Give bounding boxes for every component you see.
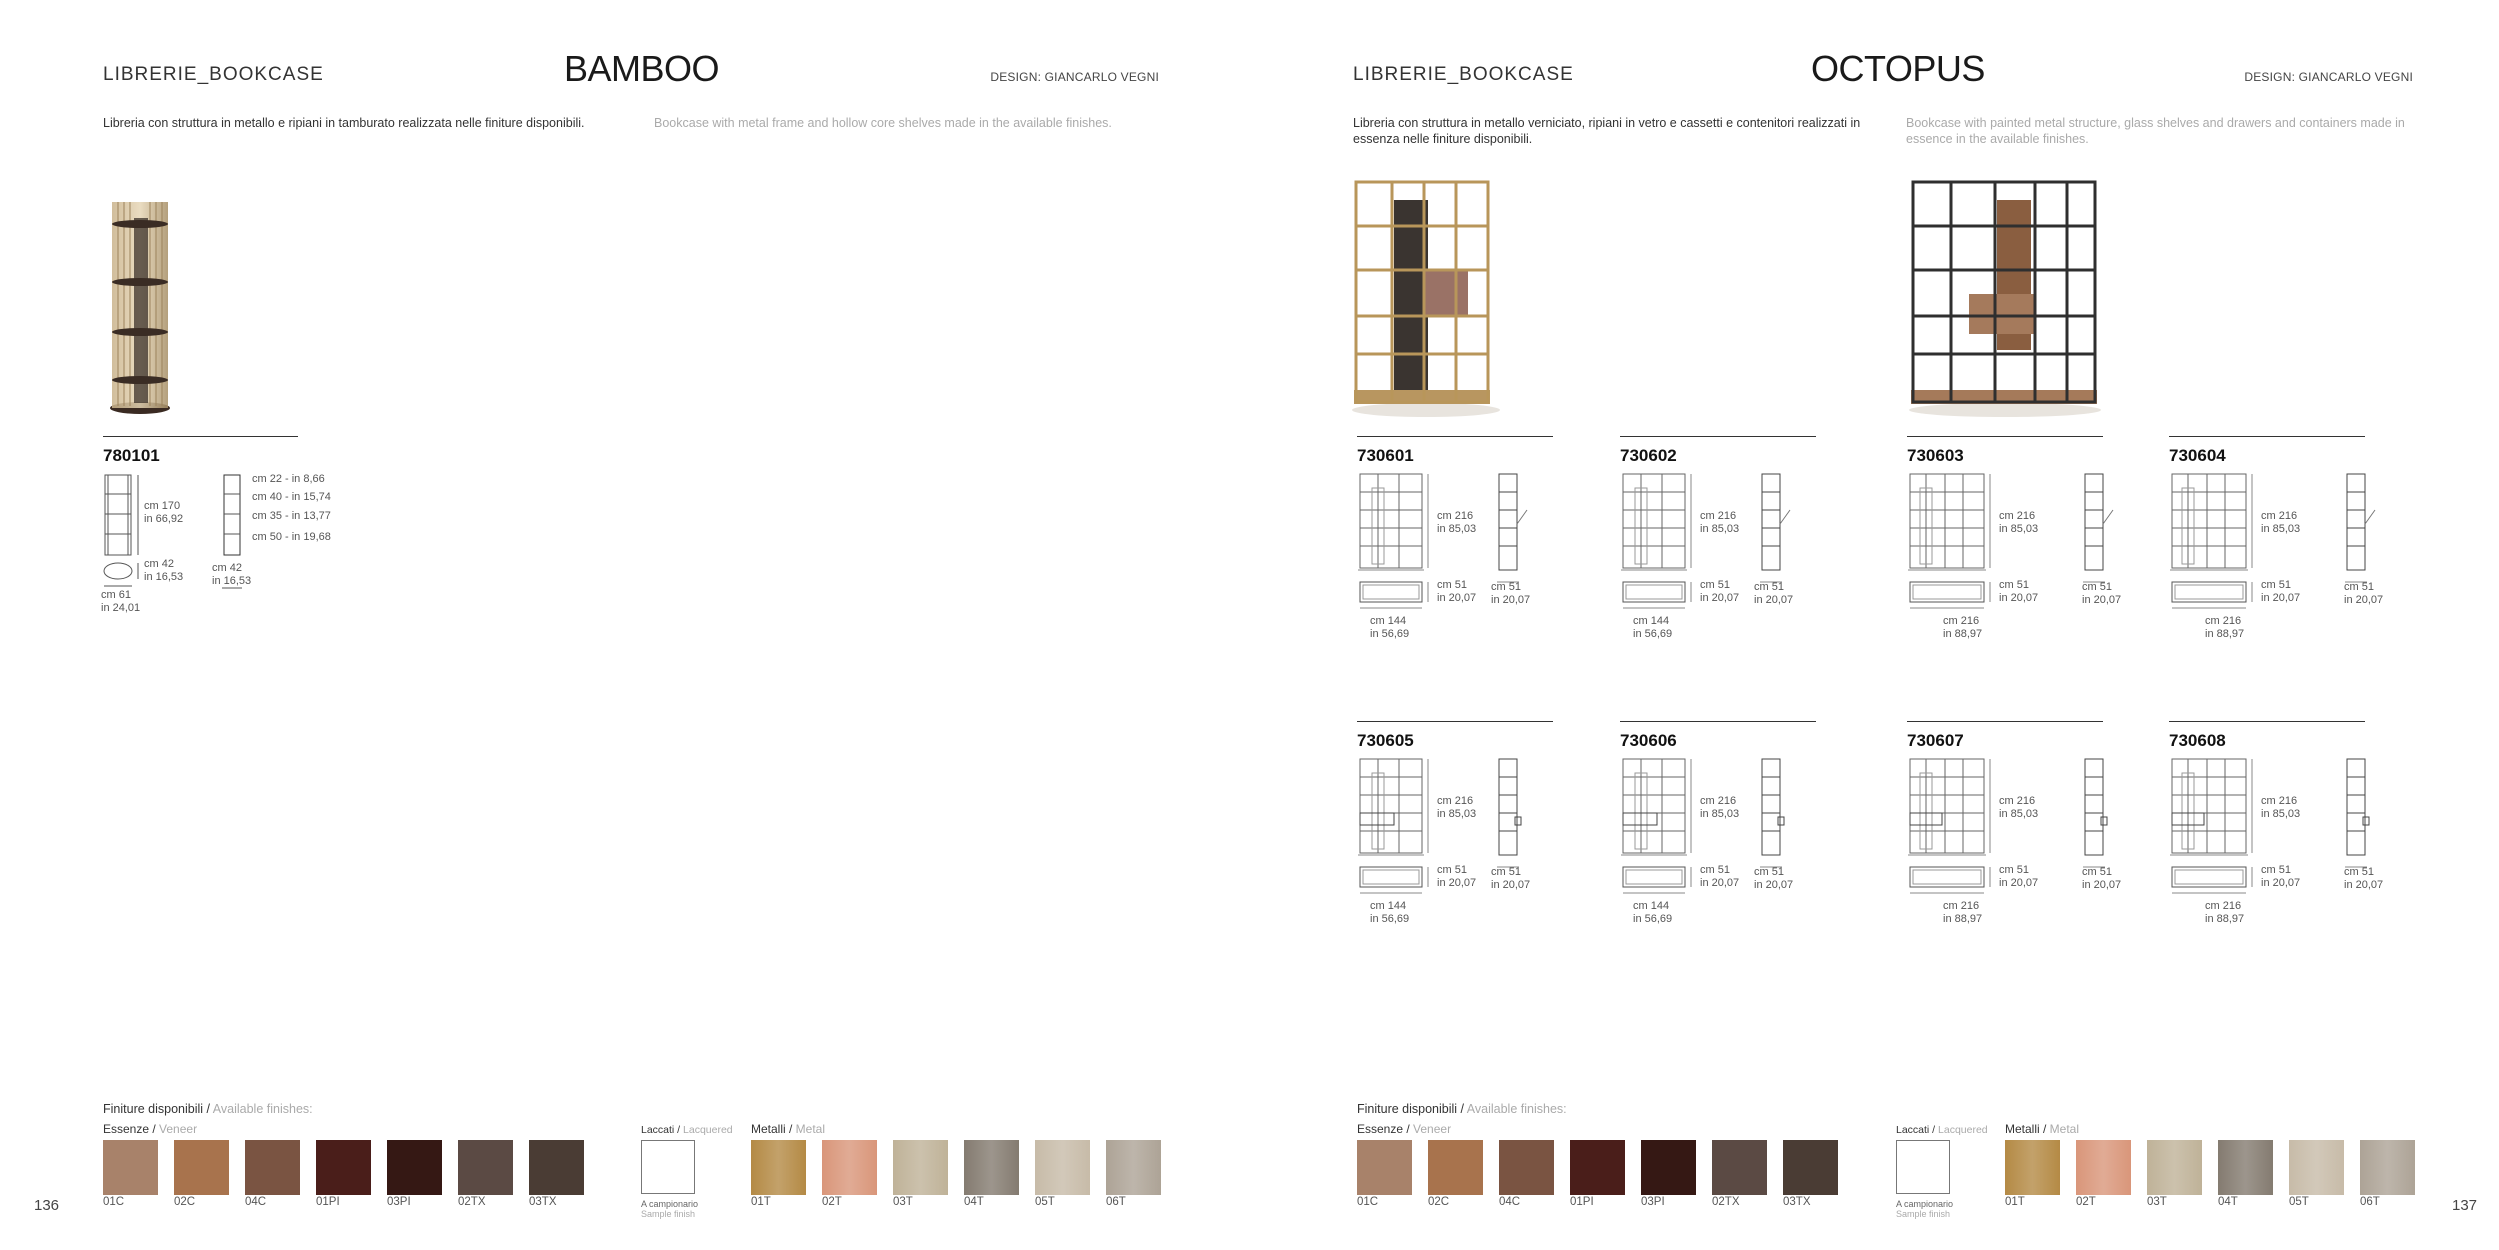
- veneer-swatch: [1712, 1140, 1767, 1195]
- metal-swatch-label: 04T: [2218, 1196, 2238, 1208]
- metal-swatch: [2005, 1140, 2060, 1195]
- dimension-width: cm 144 in 56,69: [1370, 615, 1410, 640]
- dimension-width: cm 216 in 88,97: [1943, 900, 1983, 925]
- product-code: 730603: [1907, 446, 1964, 465]
- dimension-side-depth: cm 51 in 20,07: [2082, 581, 2122, 606]
- metal-swatch-label: 03T: [893, 1196, 913, 1208]
- veneer-swatch-label: 03TX: [529, 1196, 557, 1208]
- metal-swatch: [893, 1140, 948, 1195]
- metal-swatch: [1106, 1140, 1161, 1195]
- veneer-swatch: [1570, 1140, 1625, 1195]
- dimension-height: cm 216 in 85,03: [1437, 795, 1477, 820]
- veneer-swatch: [245, 1140, 300, 1195]
- designer-credit: DESIGN: GIANCARLO VEGNI: [990, 70, 1159, 84]
- veneer-label: Essenze / Veneer: [103, 1122, 198, 1136]
- veneer-swatch: [1357, 1140, 1412, 1195]
- product-rule: [2169, 721, 2365, 722]
- veneer-swatch: [174, 1140, 229, 1195]
- dimension-height: cm 216 in 85,03: [2261, 510, 2301, 535]
- dimension-side-depth: cm 51 in 20,07: [1491, 581, 1531, 606]
- side-elevation-drawing: [2083, 757, 2117, 877]
- product-rule: [1620, 436, 1816, 437]
- dimension-depth: cm 51 in 20,07: [1999, 864, 2039, 889]
- veneer-swatch: [1641, 1140, 1696, 1195]
- metal-swatch-label: 01T: [751, 1196, 771, 1208]
- sample-finish-label: A campionario Sample finish: [641, 1199, 699, 1219]
- veneer-swatch: [1428, 1140, 1483, 1195]
- veneer-swatch-label: 02TX: [458, 1196, 486, 1208]
- metal-swatch-label: 04T: [964, 1196, 984, 1208]
- metal-swatch-label: 06T: [1106, 1196, 1126, 1208]
- dimension-height: cm 216 in 85,03: [1700, 510, 1740, 535]
- veneer-swatch: [529, 1140, 584, 1195]
- dimension-depth: cm 51 in 20,07: [2261, 864, 2301, 889]
- metal-swatch: [964, 1140, 1019, 1195]
- veneer-swatch-label: 03PI: [387, 1196, 411, 1208]
- metal-swatch: [751, 1140, 806, 1195]
- metal-swatch: [2076, 1140, 2131, 1195]
- shelf-height-2: cm 40 - in 15,74: [252, 491, 331, 503]
- lacquered-label: Laccati / Lacquered: [1896, 1124, 1988, 1136]
- veneer-swatch-label: 01PI: [1570, 1196, 1594, 1208]
- product-rule: [2169, 436, 2365, 437]
- metal-swatch-label: 06T: [2360, 1196, 2380, 1208]
- dimension-side-depth: cm 42 in 16,53: [212, 562, 252, 587]
- side-elevation-drawing: [1760, 472, 1794, 592]
- dimension-width: cm 61 in 24,01: [101, 589, 141, 614]
- octopus-gold-product-image: [1348, 178, 1504, 418]
- dimension-width: cm 216 in 88,97: [2205, 900, 2245, 925]
- product-code: 730606: [1620, 731, 1677, 750]
- product-rule: [1907, 721, 2103, 722]
- page-number: 136: [34, 1197, 60, 1214]
- veneer-swatch-label: 04C: [245, 1196, 267, 1208]
- product-code: 730604: [2169, 446, 2226, 465]
- dimension-height: cm 216 in 85,03: [1999, 510, 2039, 535]
- finishes-heading: Finiture disponibili / Available finishes:: [103, 1102, 313, 1116]
- product-code: 730608: [2169, 731, 2226, 750]
- metal-swatch: [2289, 1140, 2344, 1195]
- dimension-depth: cm 51 in 20,07: [1999, 579, 2039, 604]
- product-code: 730602: [1620, 446, 1677, 465]
- side-elevation-drawing: [2083, 472, 2117, 592]
- designer-credit: DESIGN: GIANCARLO VEGNI: [2244, 70, 2413, 84]
- right-page: [1250, 0, 2499, 1250]
- metal-label: Metalli / Metal: [2005, 1122, 2080, 1136]
- product-rule: [1357, 721, 1553, 722]
- dimension-depth: cm 42 in 16,53: [144, 558, 184, 583]
- lacquered-label: Laccati / Lacquered: [641, 1124, 733, 1136]
- dimension-side-depth: cm 51 in 20,07: [2344, 581, 2384, 606]
- shelf-height-4: cm 50 - in 19,68: [252, 531, 331, 543]
- dimension-width: cm 144 in 56,69: [1633, 615, 1673, 640]
- metal-swatch: [2147, 1140, 2202, 1195]
- veneer-swatch: [1783, 1140, 1838, 1195]
- dimension-depth: cm 51 in 20,07: [1700, 864, 1740, 889]
- veneer-swatch-label: 03TX: [1783, 1196, 1811, 1208]
- product-code: 730605: [1357, 731, 1414, 750]
- description-english: Bookcase with metal frame and hollow core shelves made in the available finishes.: [654, 116, 1112, 130]
- dimension-height: cm 216 in 85,03: [2261, 795, 2301, 820]
- dimension-width: cm 216 in 88,97: [2205, 615, 2245, 640]
- dimension-side-depth: cm 51 in 20,07: [2082, 866, 2122, 891]
- product-title: OCTOPUS: [1811, 48, 1985, 89]
- side-elevation-drawing: [2345, 757, 2379, 877]
- dimension-depth: cm 51 in 20,07: [1437, 579, 1477, 604]
- sample-swatch: [641, 1140, 695, 1194]
- metal-swatch-label: 05T: [1035, 1196, 1055, 1208]
- category-label: LIBRERIE_BOOKCASE: [1353, 64, 1574, 85]
- shelf-height-1: cm 22 - in 8,66: [252, 473, 325, 485]
- side-elevation-drawing: [1760, 757, 1794, 877]
- sample-swatch: [1896, 1140, 1950, 1194]
- metal-swatch: [822, 1140, 877, 1195]
- veneer-swatch-label: 02C: [1428, 1196, 1450, 1208]
- veneer-swatch: [387, 1140, 442, 1195]
- dimension-side-depth: cm 51 in 20,07: [1754, 866, 1794, 891]
- veneer-swatch-label: 01PI: [316, 1196, 340, 1208]
- veneer-swatch-label: 02C: [174, 1196, 196, 1208]
- page-number: 137: [2452, 1197, 2478, 1214]
- dimension-height: cm 216 in 85,03: [1437, 510, 1477, 535]
- description-italian: Libreria con struttura in metallo verniciato, ripiani in vetro e cassetti e contenitori realizzati in essenza nelle finiture disponibili.: [1353, 116, 1861, 146]
- veneer-swatch-label: 02TX: [1712, 1196, 1740, 1208]
- dimension-height: cm 216 in 85,03: [1700, 795, 1740, 820]
- veneer-swatch-label: 01C: [103, 1196, 125, 1208]
- dimension-depth: cm 51 in 20,07: [1437, 864, 1477, 889]
- veneer-swatch-label: 03PI: [1641, 1196, 1665, 1208]
- side-elevation-drawing: [2345, 472, 2379, 592]
- description-italian: Libreria con struttura in metallo e ripiani in tamburato realizzata nelle finiture disponibili.: [103, 116, 585, 130]
- veneer-label: Essenze / Veneer: [1357, 1122, 1452, 1136]
- product-rule: [103, 436, 298, 437]
- product-code: 780101: [103, 446, 160, 465]
- veneer-swatch-label: 01C: [1357, 1196, 1379, 1208]
- side-elevation-drawing: [1497, 472, 1531, 592]
- metal-swatch: [1035, 1140, 1090, 1195]
- dimension-side-depth: cm 51 in 20,07: [1491, 866, 1531, 891]
- product-title: BAMBOO: [564, 48, 720, 89]
- category-label: LIBRERIE_BOOKCASE: [103, 64, 324, 85]
- veneer-swatch-label: 04C: [1499, 1196, 1521, 1208]
- shelf-height-3: cm 35 - in 13,77: [252, 510, 331, 522]
- left-page: [0, 0, 1249, 1250]
- product-rule: [1907, 436, 2103, 437]
- metal-swatch-label: 02T: [822, 1196, 842, 1208]
- product-code: 730601: [1357, 446, 1414, 465]
- metal-swatch-label: 05T: [2289, 1196, 2309, 1208]
- description-english: Bookcase with painted metal structure, glass shelves and drawers and containers made in essence in the available finishes.: [1906, 116, 2405, 146]
- dimension-depth: cm 51 in 20,07: [1700, 579, 1740, 604]
- sample-finish-label: A campionario Sample finish: [1896, 1199, 1954, 1219]
- dimension-height: cm 216 in 85,03: [1999, 795, 2039, 820]
- metal-swatch-label: 02T: [2076, 1196, 2096, 1208]
- dimension-side-depth: cm 51 in 20,07: [1754, 581, 1794, 606]
- dimension-width: cm 144 in 56,69: [1370, 900, 1410, 925]
- product-rule: [1620, 721, 1816, 722]
- dimension-width: cm 216 in 88,97: [1943, 615, 1983, 640]
- product-code: 730607: [1907, 731, 1964, 750]
- octopus-dark-product-image: [1905, 178, 2105, 418]
- veneer-swatch: [103, 1140, 158, 1195]
- bamboo-product-image: [100, 198, 180, 418]
- veneer-swatch: [1499, 1140, 1554, 1195]
- side-elevation-drawing: [1497, 757, 1531, 877]
- dimension-height: cm 170 in 66,92: [144, 500, 184, 525]
- metal-swatch: [2218, 1140, 2273, 1195]
- dimension-width: cm 144 in 56,69: [1633, 900, 1673, 925]
- dimension-side-depth: cm 51 in 20,07: [2344, 866, 2384, 891]
- metal-swatch: [2360, 1140, 2415, 1195]
- product-rule: [1357, 436, 1553, 437]
- metal-label: Metalli / Metal: [751, 1122, 826, 1136]
- veneer-swatch: [458, 1140, 513, 1195]
- finishes-heading: Finiture disponibili / Available finishes:: [1357, 1102, 1567, 1116]
- metal-swatch-label: 03T: [2147, 1196, 2167, 1208]
- veneer-swatch: [316, 1140, 371, 1195]
- dimension-depth: cm 51 in 20,07: [2261, 579, 2301, 604]
- metal-swatch-label: 01T: [2005, 1196, 2025, 1208]
